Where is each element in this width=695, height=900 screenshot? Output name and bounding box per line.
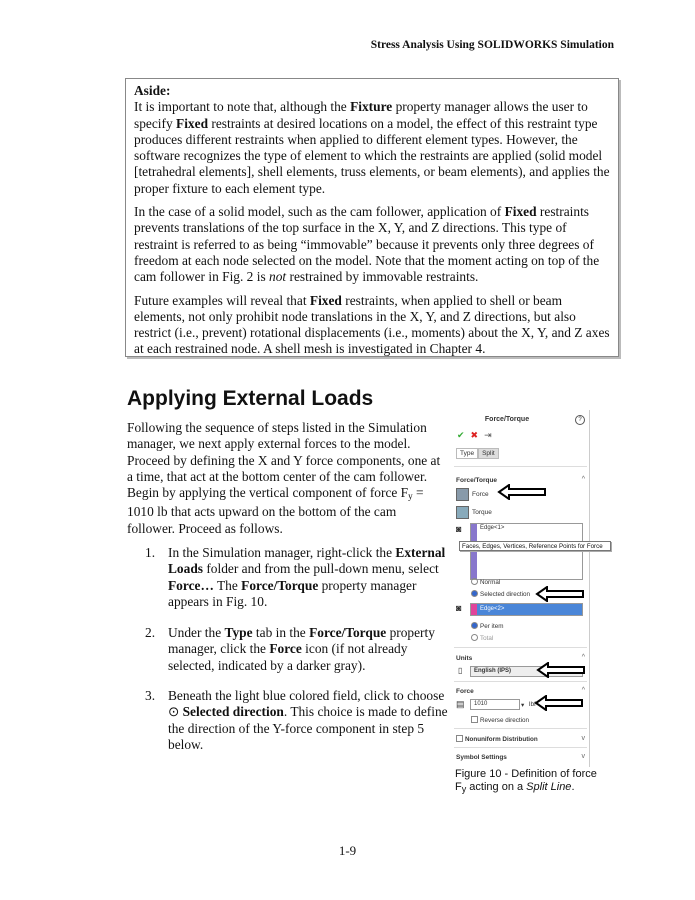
section-heading: Applying External Loads — [127, 387, 374, 410]
aside-paragraph-3: Future examples will reveal that Fixed restraints, when applied to shell or beam elements, not only prohibit node translations in the X, Y, and Z directions, but also restrict (i.e., prevent) rotational displacements (i.e., moments) about the X, Y, and Z axes at each restrained node. A shell mesh is investigated in Chapter 4. — [134, 292, 610, 357]
aside-title: Aside: — [134, 83, 171, 98]
aside-paragraph-2: In the case of a solid model, such as the cam follower, application of Fixed restraints prevents translations of the top surface in the X, Y, and Z directions. This type of restraint is referred to as being “immovable” because it prevents only three degrees of freedom at each node selected on the model. Note that the moment acting on top of the cam follower in Fig. 2 is not restrained by immovable restraints. — [134, 204, 600, 285]
callout-arrow-force — [497, 484, 547, 500]
intro-paragraph: Following the sequence of steps listed in the Simulation manager, we next apply external forces to the model. Proceed by defining the X and Y force components, one at a time, that act at the bottom center of the cam follower. Begin by applying the vertical component of force $F_y = 1010$ lb that acts upward on the bottom of the cam follower. Proceed as follows. — [127, 420, 441, 536]
checkbox — [471, 716, 478, 723]
aside-paragraph-1: It is important to note that, although the Fixture property manager allows the user to specify Fixed restraints at desired locations on a model, the effect of this restraint type produces different restraints when applied to different element types. However, the software recognizes the type of element to which the restraints are applied (solid model [tetrahedral elements], shell elements, truss elements, or beam elements), and applies the proper fixture to each element type. — [134, 99, 610, 196]
tooltip: Faces, Edges, Vertices, Reference Points for Force — [459, 541, 611, 551]
tab-split[interactable]: Split — [478, 448, 499, 459]
direction-selection-field[interactable] — [470, 603, 583, 616]
force-value-input[interactable]: 1010 — [470, 699, 520, 710]
caption-line-1: Figure 10 - Definition of force — [455, 768, 597, 780]
field-value: Edge<2> — [480, 606, 505, 612]
field-value: Edge<1> — [480, 525, 505, 531]
checkbox-label: Nonuniform Distribution — [465, 736, 538, 743]
chevron-up-icon[interactable]: ^ — [581, 687, 585, 694]
step-number: 2. — [145, 625, 156, 640]
radio-dot — [471, 634, 478, 641]
divider — [454, 728, 587, 729]
chevron-down-icon[interactable]: v — [581, 753, 585, 760]
callout-arrow-force-value — [534, 695, 584, 711]
section-symbol-settings[interactable]: Symbol Settings — [456, 754, 507, 761]
reverse-direction-checkbox[interactable] — [471, 716, 529, 724]
step-text: Under the Type tab in the Force/Torque property manager, click the Force icon (if not already selected, indicated by a darker gray). — [168, 625, 435, 673]
radio-total[interactable] — [471, 634, 493, 642]
radio-selected-direction[interactable] — [471, 590, 530, 598]
field-color-bar — [471, 604, 477, 615]
radio-dot — [471, 578, 478, 585]
chevron-up-icon[interactable]: ^ — [581, 476, 585, 483]
section-force[interactable]: Force — [456, 688, 474, 695]
tab-type[interactable]: Type — [456, 448, 478, 459]
caption-line-2: $F_y$ acting on a Split Line. — [455, 781, 575, 794]
step-number: 3. — [145, 688, 156, 703]
radio-label: Total — [480, 635, 494, 642]
units-icon: ▯ — [458, 666, 463, 675]
step-text: Beneath the light blue colored field, click to choose ⊙ Selected direction. This choice is made to define the direction of the Y-force component in step 5 below. — [168, 688, 448, 752]
divider — [454, 681, 587, 682]
step-text: In the Simulation manager, right-click the External Loads folder and from the pull-down menu, select Force… The Force/Torque property manager appears in Fig. 10. — [168, 545, 446, 609]
force-label: Force — [472, 491, 489, 498]
radio-per-item[interactable] — [471, 622, 503, 630]
pushpin-icon[interactable]: ⇥ — [484, 430, 492, 440]
torque-label: Torque — [472, 509, 492, 516]
page-number: 1-9 — [338, 843, 357, 858]
radio-dot — [471, 590, 478, 597]
ok-check-icon[interactable]: ✔ — [457, 430, 465, 440]
dropdown-arrow-icon[interactable]: ▾ — [521, 702, 525, 709]
divider — [454, 647, 587, 648]
step-number: 1. — [145, 545, 156, 560]
force-value-icon: ▤ — [456, 699, 465, 709]
radio-label: Normal — [480, 579, 501, 586]
force-arrow-icon[interactable] — [456, 488, 469, 501]
nonuniform-distribution-checkbox[interactable] — [456, 735, 538, 743]
callout-arrow-selected-direction — [535, 586, 585, 602]
step-1 — [145, 545, 450, 610]
direction-icon: ◙ — [456, 603, 462, 613]
cancel-x-icon[interactable]: ✖ — [470, 430, 479, 440]
chevron-up-icon[interactable]: ^ — [581, 654, 585, 661]
step-3 — [145, 688, 450, 753]
force-unit: lbf — [529, 701, 536, 708]
help-icon[interactable]: ? — [575, 415, 585, 425]
panel-title: Force/Torque — [484, 416, 530, 423]
checkbox — [456, 735, 463, 742]
radio-normal[interactable] — [471, 578, 500, 586]
divider — [454, 466, 587, 467]
step-2 — [145, 625, 450, 674]
section-force-torque[interactable]: Force/Torque — [456, 477, 498, 484]
selection-icon: ◙ — [456, 524, 462, 534]
torque-icon[interactable] — [456, 506, 469, 519]
divider — [454, 747, 587, 748]
radio-label: Selected direction — [480, 591, 531, 598]
checkbox-label: Reverse direction — [480, 717, 529, 724]
figure-caption — [455, 768, 597, 796]
radio-label: Per item — [480, 623, 504, 630]
aside-box — [125, 78, 619, 357]
section-units[interactable]: Units — [456, 655, 473, 662]
units-dropdown[interactable]: English (IPS) — [470, 666, 583, 677]
callout-arrow-units — [536, 662, 586, 678]
radio-dot — [471, 622, 478, 629]
running-header: Stress Analysis Using SOLIDWORKS Simulation — [370, 39, 614, 51]
chevron-down-icon[interactable]: v — [581, 735, 585, 742]
